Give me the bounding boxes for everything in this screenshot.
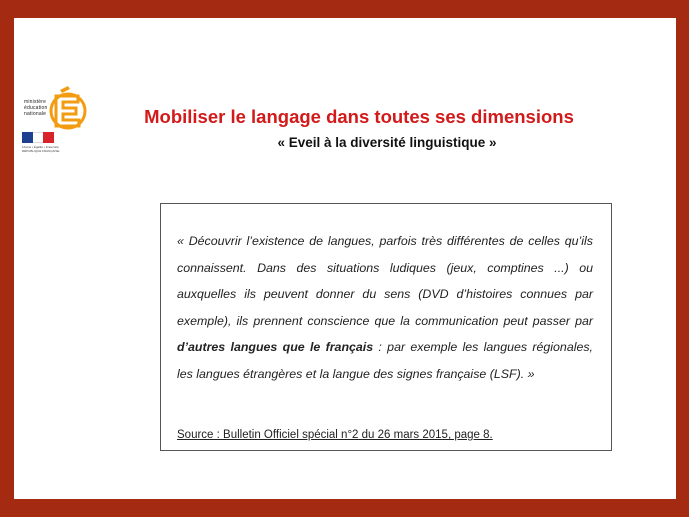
french-flag-icon xyxy=(22,132,54,143)
flag-caption: Liberté • Égalité • Fraternité RÉPUBLIQUE FRANÇAISE xyxy=(22,145,60,153)
quote-box xyxy=(160,203,612,451)
ministry-logo-text xyxy=(24,99,60,117)
slide xyxy=(14,18,676,499)
page-title: Mobiliser le langage dans toutes ses dimensions xyxy=(144,106,574,127)
logo-line: éducation xyxy=(24,105,48,111)
logo-line: nationale xyxy=(24,111,47,117)
quote-before: « Découvrir l’existence de langues, parfois très différentes de celles qu’ils connaissent. Dans des situations ludiques (jeux, comptines ...) ou auxquelles ils peuvent donner du sens (DVD d’histoires connues par exemple), ils prennent conscience que la communication peut passer par xyxy=(177,234,593,328)
quote-text xyxy=(177,228,593,387)
logo-line: ministère xyxy=(24,99,47,105)
page-subtitle: « Eveil à la diversité linguistique » xyxy=(277,135,497,150)
quote-emphasis: d’autres langues que le français xyxy=(177,340,374,354)
quote-after: : par exemple les langues régionales, les langues étrangères et la langue des signes française (LSF). » xyxy=(177,340,593,381)
source-citation: Source : Bulletin Officiel spécial n°2 du 26 mars 2015, page 8. xyxy=(177,429,493,441)
